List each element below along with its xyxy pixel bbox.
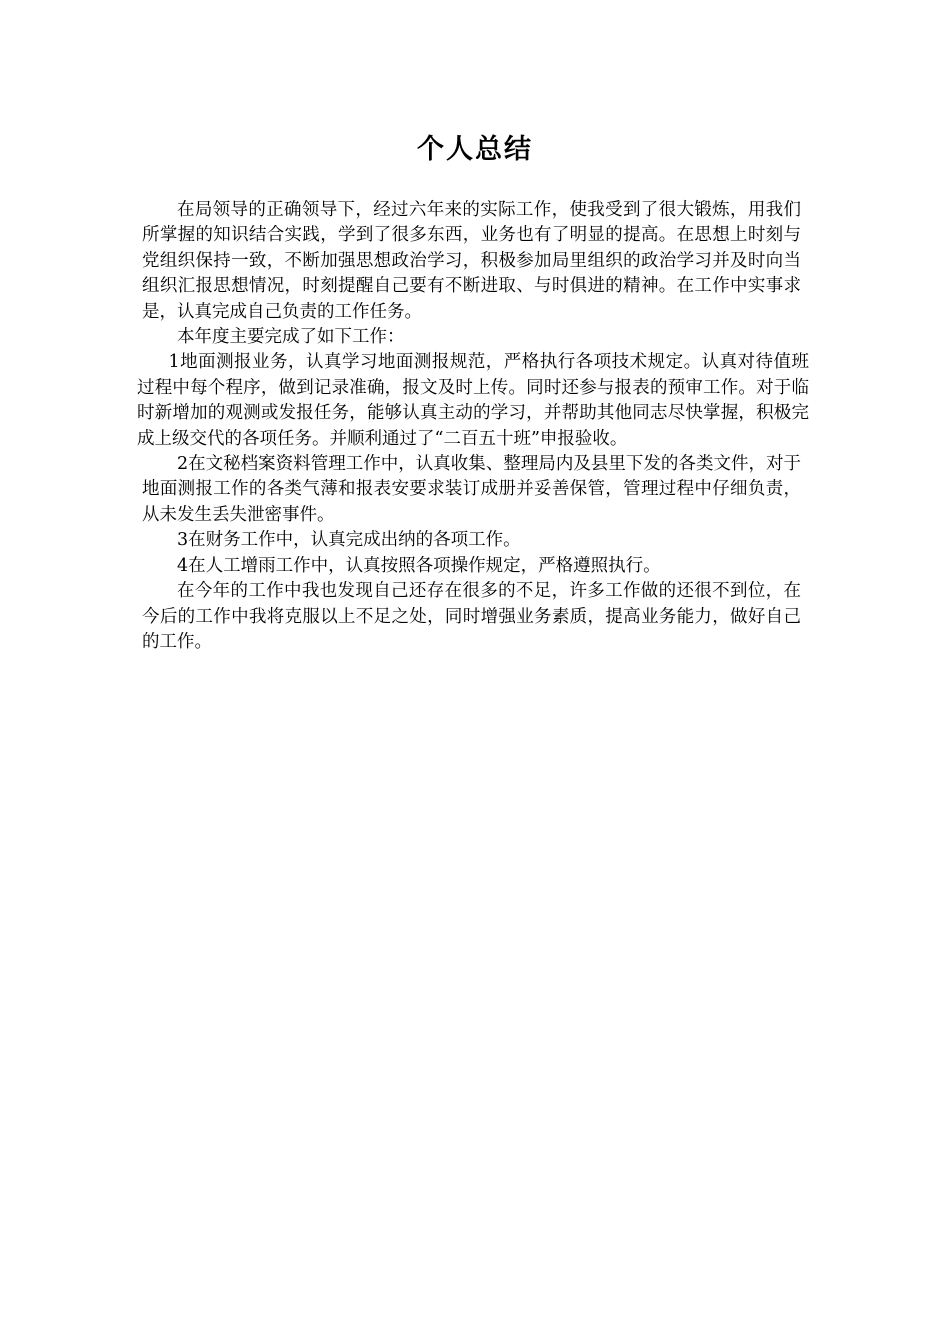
paragraph-intro: 在局领导的正确领导下，经过六年来的实际工作，使我受到了很大锻炼，用我们所掌握的知识结合实践，学到了很多东西，业务也有了明显的提高。在思想上时刻与党组织保持一致，不断加强思想政治学习，积极参加局里组织的政治学习并及时向当组织汇报思想情况，时刻提醒自己要有不断进取、与时俱进的精神。在工作中实事求是，认真完成自己负责的工作任务。 xyxy=(142,200,801,322)
paragraph-item-4: 4在人工增雨工作中，认真按照各项操作规定，严格遵照执行。 xyxy=(177,555,661,576)
document-title: 个人总结 xyxy=(417,134,533,165)
paragraph-item-3: 3在财务工作中，认真完成出纳的各项工作。 xyxy=(177,530,521,551)
paragraph-item-2: 2在文秘档案资料管理工作中，认真收集、整理局内及县里下发的各类文件，对于地面测报工作的各类气薄和报表安要求装订成册并妥善保管，管理过程中仔细负责，从未发生丢失泄密事件。 xyxy=(142,454,801,525)
paragraph-item-1: 1地面测报业务，认真学习地面测报规范，严格执行各项技术规定。认真对待值班过程中每个程序，做到记录准确，报文及时上传。同时还参与报表的预审工作。对于临时新增加的观测或发报任务，能够认真主动的学习，并帮助其他同志尽快掌握，积极完成上级交代的各项任务。并顺利通过了“二百五十班”申报验收。 xyxy=(137,352,809,449)
paragraph-conclusion: 在今年的工作中我也发现自己还存在很多的不足，许多工作做的还很不到位，在今后的工作中我将克服以上不足之处，同时增强业务素质，提高业务能力，做好自己的工作。 xyxy=(142,581,801,652)
paragraph-work-heading: 本年度主要完成了如下工作： xyxy=(177,327,405,348)
document-body xyxy=(137,198,809,655)
